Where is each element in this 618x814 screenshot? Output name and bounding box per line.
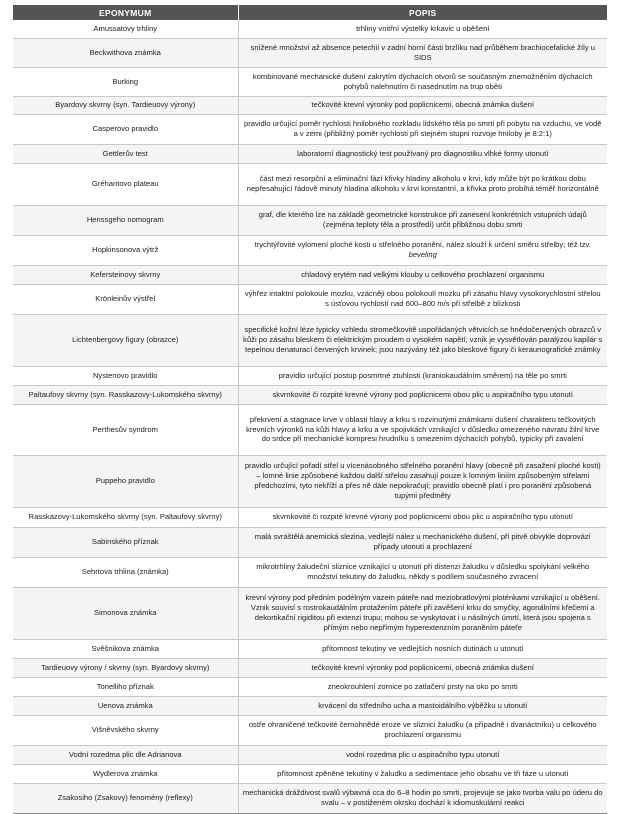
table-row (13, 677, 607, 696)
table-row (13, 20, 607, 38)
table-row (13, 385, 607, 404)
table-row (13, 265, 607, 284)
eponym-description: tečkovité krevní výronky pod poplicnicemi, obecná známka dušení (238, 658, 607, 677)
eponym-description: mechanická dráždivost svalů výbavná cca do 6–8 hodin po smrti, projevuje se jako tvorba valu po úderu do svalu – v postiženém okrsku dochází k idiomuskulární reakci (238, 783, 607, 813)
eponym-description: specifické kožní léze typicky vzhledu stromečkovitě uspořádaných větvicích se hnědočervených obrazců v kůži po zásahu bleskem či elektrickým proudem o vysokém napětí; vznik je vysvětlován paralýzou kapilár s tepelnou denaturací červených krvinek; jsou nazývány též jako bleskové figury či keraunografické známky (238, 314, 607, 366)
description-text: trychtýřovité vylomení ploché kosti u střelného poranění, nález slouží k určení směru střelby; též tzv. (254, 240, 591, 250)
eponym-description: skvrnkovité či rozpité krevné výrony pod poplicnicemi obou plic u aspiračního typu utonutí (238, 507, 607, 527)
table-row (13, 163, 607, 205)
table-row (13, 696, 607, 715)
eponym-name: Paltaufovy skvrny (syn. Rasskazovy-Lukomského skvrny) (13, 385, 238, 404)
eponym-name: Sehrtova trhlina (známka) (13, 557, 238, 587)
eponym-description: chladový erytém nad velkými klouby u celkového prochlazení organismu (238, 265, 607, 284)
eponym-description: pravidlo určující poměr rychlosti hnilobného rozkladu lidského těla po smrti při pobytu na vzduchu, ve vodě a v zemi (přibližný poměr rychlosti při stejném stupni rozvoje hniloby je 8:2:1) (238, 114, 607, 144)
eponym-name: Gettlerův test (13, 144, 238, 163)
eponym-name: Gréhantovo plateau (13, 163, 238, 205)
table-row (13, 114, 607, 144)
table-row (13, 284, 607, 314)
eponym-name: Vodní rozedma plic dle Adrianova (13, 745, 238, 764)
eponym-description: přítomnost tekutiny ve vedlejších nosních dutinách u utonutí (238, 639, 607, 658)
eponym-name: Krönleinův výstřel (13, 284, 238, 314)
eponym-description: vodní rozedma plic u aspiračního typu utonutí (238, 745, 607, 764)
eponym-table (13, 5, 607, 814)
table-row (13, 205, 607, 235)
eponym-name: Burking (13, 67, 238, 96)
eponym-description: ostře ohraničené tečkovité černohnědé eroze ve sliznici žaludku (a případně i dvanáctníku) u celkového prochlazení organismu (238, 715, 607, 745)
eponym-description: zneokrouhlení zornice po zatlačení prsty na oko po smrti (238, 677, 607, 696)
table-row (13, 783, 607, 813)
eponym-description: tečkovité krevní výronky pod poplicnicemi, obecná známka dušení (238, 96, 607, 114)
eponym-name: Casperovo pravidlo (13, 114, 238, 144)
table-row (13, 557, 607, 587)
eponym-description: graf, dle kterého lze na základě geometrické konstrukce při zanesení konkrétních vstupních údajů (zejména teploty těla a prostředí) určit přibližnou dobu smrti (238, 205, 607, 235)
table-row (13, 366, 607, 385)
table-header-row (13, 5, 607, 20)
eponym-description: krvácení do středního ucha a mastoidálního výběžku u utonutí (238, 696, 607, 715)
eponym-name: Zsakosiho (Zsakovy) fenomény (reflexy) (13, 783, 238, 813)
eponym-description: malá svráštělá anemická slezina, vedlejší nález u mechanického dušení, při pitvě obvykle doprovází případy utonutí a prochlazení (238, 527, 607, 557)
eponym-name: Svěšnikova známka (13, 639, 238, 658)
eponym-description: kombinované mechanické dušení zakrytím dýchacích otvorů se současným znemožněním dýchacích pohybů nalehnutím či nasednutím na trup oběti (238, 67, 607, 96)
table-row (13, 144, 607, 163)
table-body (13, 20, 607, 813)
eponym-name: Višněvského skvrny (13, 715, 238, 745)
eponym-description: překrvení a stagnace krve v oblasti hlavy a krku s rozvinutými známkami dušení charakteru tečkovitých krevních výronků na kůži hlavy a krku a ve spojivkách vznikající v důsledku omezeného návratu žilní krve do srdce při mechanické kompresi hrudníku s omezením dýchacích pohybů, typicky při zavalení (238, 404, 607, 455)
eponym-name: Kefersteinovy skvrny (13, 265, 238, 284)
table-row (13, 235, 607, 265)
eponym-description: trhliny vnitřní výstelky krkavic u oběšení (238, 20, 607, 38)
eponym-description: skvrnkovité či rozpité krevné výrony pod poplicnicemi obou plic u aspiračního typu utonutí (238, 385, 607, 404)
italic-term: beveling (408, 250, 437, 259)
eponym-name: Wydlerova známka (13, 764, 238, 783)
eponym-name: Simonova známka (13, 587, 238, 639)
table-row (13, 658, 607, 677)
eponym-description: přítomnost zpěněné tekutiny v žaludku a sedimentace jeho obsahu ve tři fáze u utonutí (238, 764, 607, 783)
eponym-name: Puppeho pravidlo (13, 455, 238, 507)
eponym-name: Byardovy skvrny (syn. Tardieuovy výrony) (13, 96, 238, 114)
table-row (13, 96, 607, 114)
eponym-description: mikrotrhliny žaludeční sliznice vznikající u utonutí při distenzi žaludku v důsledku spolykání velkého množství tekutiny do žaludku, někdy s podílem současného zvracení (238, 557, 607, 587)
eponym-name: Henssgeho nomogram (13, 205, 238, 235)
eponym-name: Perthesův syndrom (13, 404, 238, 455)
eponym-name: Tonelliho příznak (13, 677, 238, 696)
table-row (13, 38, 607, 67)
eponym-name: Beckwithova známka (13, 38, 238, 67)
eponym-description: část mezi resorpční a eliminační fází křivky hladiny alkoholu v krvi, kdy může být po krátkou dobu nepřesahující řádově minuty hladina alkoholu v krvi konstantní, a křivka proto probíhá téměř horizontálně (238, 163, 607, 205)
table-row (13, 715, 607, 745)
eponym-name: Tardieuovy výrony / skvrny (syn. Byardovy skvrny) (13, 658, 238, 677)
eponym-description: laboratorní diagnostický test používaný pro diagnostiku vlhké formy utonutí (238, 144, 607, 163)
table-row (13, 507, 607, 527)
table-row (13, 314, 607, 366)
eponym-name: Rasskazovy-Lukomského skvrny (syn. Paltaufovy skvrny) (13, 507, 238, 527)
table-row (13, 639, 607, 658)
eponym-name: Hopkinsonova výtrž (13, 235, 238, 265)
eponym-name: Uenova známka (13, 696, 238, 715)
header-popis: POPIS (238, 5, 607, 20)
eponym-name: Sabinského příznak (13, 527, 238, 557)
header-eponymum: EPONYMUM (13, 5, 238, 20)
table-row (13, 404, 607, 455)
eponym-description: krevní výrony pod předním podélným vazem páteře nad meziobratlovými ploténkami vznikající u oběšení. Vznik souvisí s rostrokaudálním protažením páteře při zavěšení krku do smyčky, agonálními křečemi a dekortikační rigiditou při extenzi trupu; mohou se vyskytovat i u násilných úmrtí, která jsou spojena s přímým nebo nepřímým hyperextenzním poraněním páteře (238, 587, 607, 639)
table-row (13, 455, 607, 507)
eponym-description: snížené množství až absence petechií v zadní horní části brzlíku nad průběhem brachiocefalické žíly u SIDS (238, 38, 607, 67)
eponym-description: výhřez intaktní polokoule mozku, vzácněji obou polokoulí mozku při zásahu hlavy vysokorychlostní střelou s úsťovou rychlostí nad 600–800 m/s při střelbě z blízkosti (238, 284, 607, 314)
eponym-name: Amussatovy trhliny (13, 20, 238, 38)
table-row (13, 745, 607, 764)
table-row (13, 67, 607, 96)
table-row (13, 764, 607, 783)
eponym-description: pravidlo určující postup posmrtné ztuhlosti (kraniokaudálním směrem) na těle po smrti (238, 366, 607, 385)
eponym-description (238, 235, 607, 265)
table-row (13, 527, 607, 557)
eponym-description: pravidlo určující pořadí střel u vícenásobného střelného poranění hlavy (obecně při zasažení ploché kosti) – lomné linie způsobené každou další střelou zasahují pouze k lomným liniím způsobeným střelami předchozími, tyto nekříží a přes ně dále nepokračují; pravidlo obecně platí i pro poranění způsobená tupými předměty (238, 455, 607, 507)
table-row (13, 587, 607, 639)
eponym-name: Nystenovo pravidlo (13, 366, 238, 385)
eponym-name: Lichtenbergovy figury (obrazce) (13, 314, 238, 366)
